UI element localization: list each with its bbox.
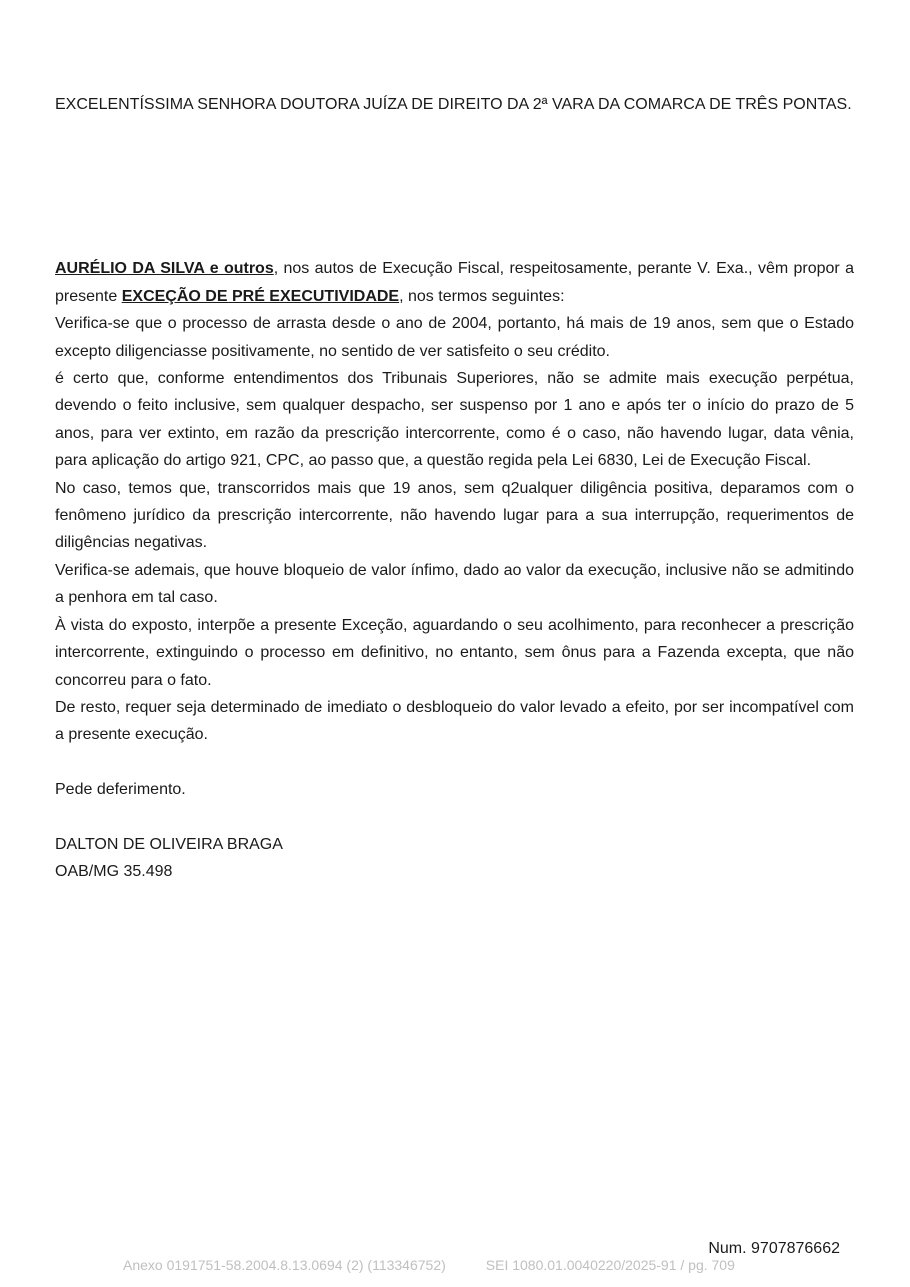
paragraph: No caso, temos que, transcorridos mais que 19 anos, sem q2ualquer diligência positiva, deparamos com o fenômeno jurídico da prescrição intercorrente, não havendo lugar para a sua interrupção, requerimentos de diligências negativas. (55, 479, 854, 552)
paragraph: Verifica-se que o processo de arrasta desde o ano de 2004, portanto, há mais de 19 anos, sem que o Estado excepto diligenciasse positivamente, no sentido de ver satisfeito o seu crédito. (55, 315, 854, 360)
page-footer (123, 1257, 735, 1273)
signer-oab: OAB/MG 35.498 (55, 863, 173, 881)
paragraph: À vista do exposto, interpõe a presente Exceção, aguardando o seu acolhimento, para reconhecer a prescrição intercorrente, extinguindo o processo em definitivo, no entanto, sem ônus para a Fazenda excepta, que não concorreu para o fato. (55, 616, 854, 689)
intro-text-2: , nos termos seguintes: (399, 287, 565, 305)
addressee-heading: EXCELENTÍSSIMA SENHORA DOUTORA JUÍZA DE DIREITO DA 2ª VARA DA COMARCA DE TRÊS PONTAS. (55, 96, 852, 113)
closing-line: Pede deferimento. (55, 781, 186, 799)
footer-annex: Anexo 0191751-58.2004.8.13.0694 (2) (113346752) (123, 1257, 446, 1273)
petition-body (55, 255, 854, 748)
signature-block (55, 831, 854, 886)
footer-sei: SEI 1080.01.0040220/2025-91 / pg. 709 (485, 1257, 735, 1273)
signer-name: DALTON DE OLIVEIRA BRAGA (55, 835, 283, 853)
paragraph: Verifica-se ademais, que houve bloqueio de valor ínfimo, dado ao valor da execução, inclusive não se admitindo a penhora em tal caso. (55, 561, 854, 607)
intro-paragraph (55, 255, 854, 310)
document-page (55, 91, 854, 886)
paragraph: De resto, requer seja determinado de imediato o desbloqueio do valor levado a efeito, por ser incompatível com a presente execução. (55, 698, 854, 744)
party-name: AURÉLIO DA SILVA e outros (55, 260, 274, 278)
document-number: Num. 9707876662 (708, 1240, 840, 1257)
motion-title: EXCEÇÃO DE PRÉ EXECUTIVIDADE (121, 287, 400, 305)
intro-text-1: , nos autos de Execução Fiscal, respeitosamente, perante V. Exa., vêm propor a presente (55, 260, 854, 305)
paragraph: é certo que, conforme entendimentos dos Tribunais Superiores, não se admite mais execução perpétua, devendo o feito inclusive, sem qualquer despacho, ser suspenso por 1 ano e após ter o início do prazo de 5 anos, para ver extinto, em razão da prescrição intercorrente, como é o caso, não havendo lugar, data vênia, para aplicação do artigo 921, CPC, ao passo que, a questão regida pela Lei 6830, Lei de Execução Fiscal. (55, 370, 854, 470)
